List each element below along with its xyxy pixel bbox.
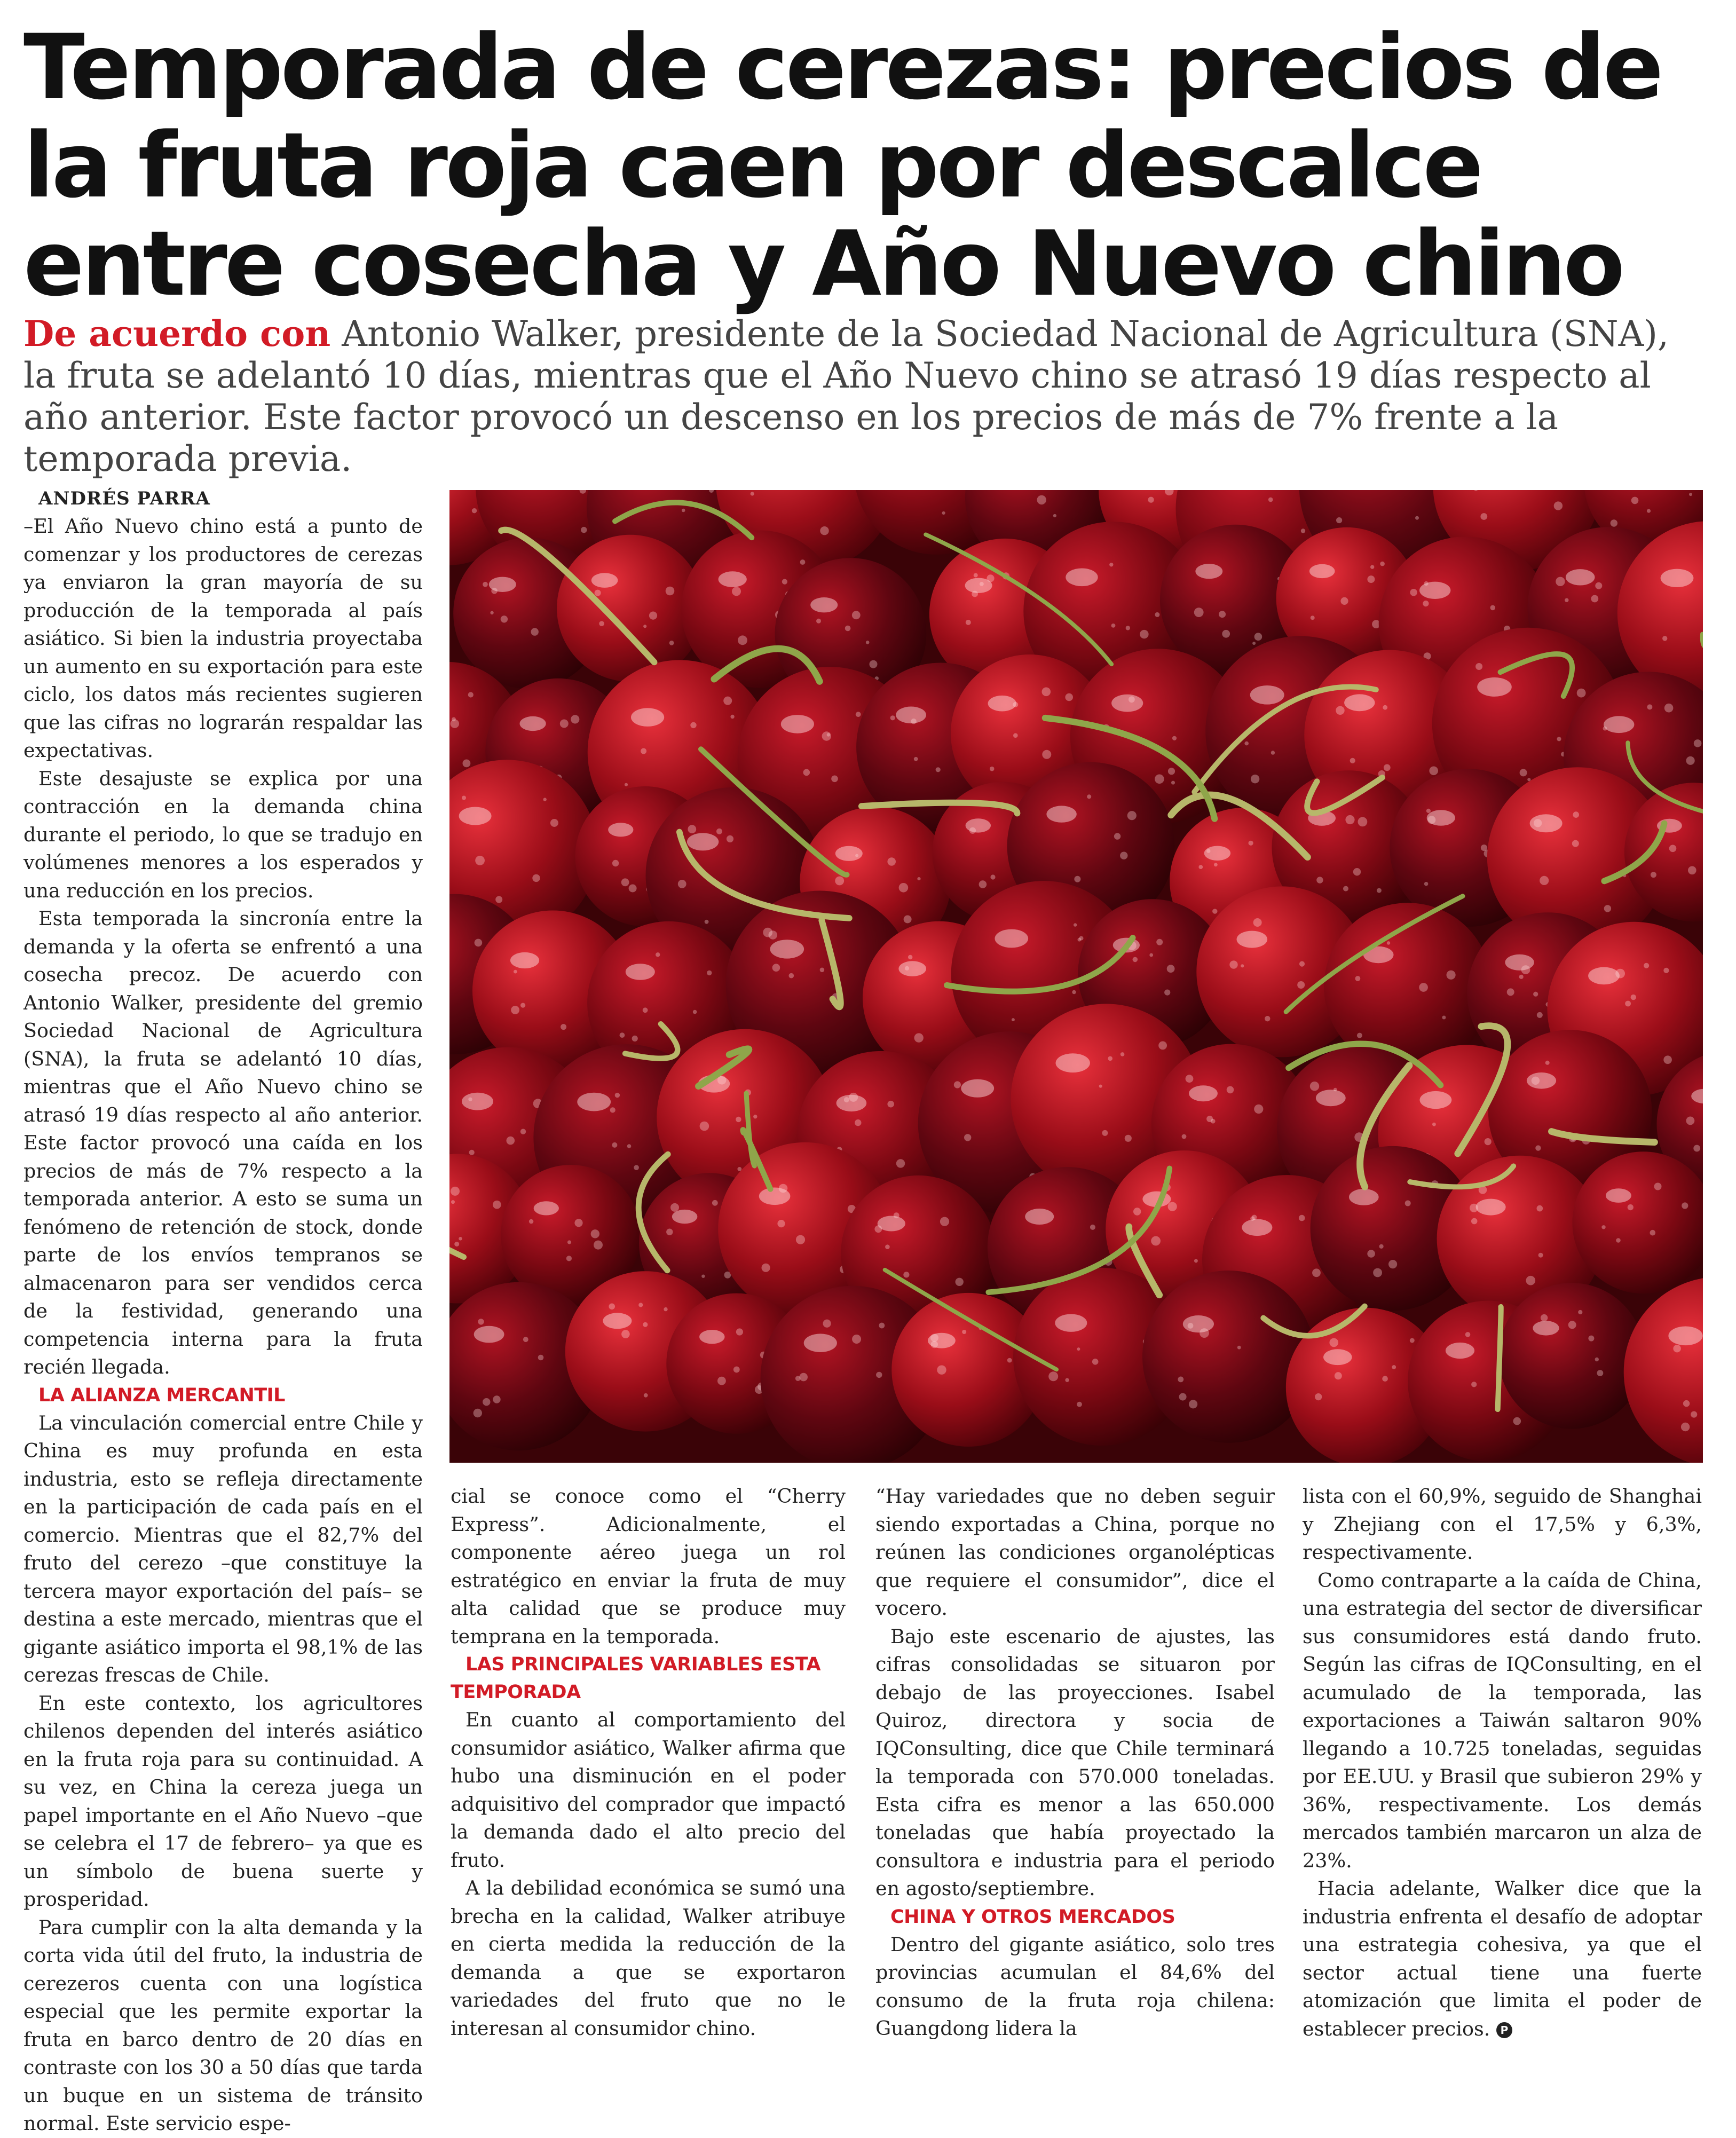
paragraph: cial se conoce como el “Cherry Express”. Adicionalmente, el componente aéreo juega un rol estratégico en enviar la fruta de muy alta calidad que se produce muy temprana en la temporada. [451, 1485, 846, 1648]
paragraph: “Hay variedades que no deben seguir siendo exportadas a China, porque no reúnen las condiciones organolépticas que requiere el consumidor”, dice el vocero. [875, 1485, 1275, 1620]
headline: Temporada de cerezas: precios de la fruta roja caen por descalce entre cosecha y Año Nuevo chino [23, 15, 1661, 316]
paragraph: La vinculación comercial entre Chile y China es muy profunda en esta industria, esto se refleja directamente en la participación de cada país en el comercio. Mientras que el 82,7% del fruto del cerezo –que constituye la tercera mayor exportación del país– se destina a este mercado, mientras que el gigante asiático importa el 98,1% de las cerezas frescas de Chile. [23, 1411, 423, 1686]
byline: ANDRÉS PARRA [38, 488, 210, 509]
column-2 [451, 1482, 846, 2042]
paragraph: Dentro del gigante asiático, solo tres provincias acumulan el 84,6% del consumo de la fruta roja chilena: Guangdong lidera la [875, 1932, 1275, 2040]
paragraph: Para cumplir con la alta demanda y la corta vida útil del fruto, la industria de cerezeros cuenta con una logística especial que les permite exportar la fruta en barco dentro de 20 días en contraste con los 30 a 50 días que tarda un buque en un sistema de tránsito normal. Este servicio espe- [23, 1915, 423, 2135]
column-4 [1303, 1482, 1702, 2043]
column-3 [875, 1482, 1275, 2043]
paragraph [1303, 1875, 1702, 2043]
paragraph-text: Hacia adelante, Walker dice que la industria enfrenta el desafío de adoptar una estrategia cohesiva, ya que el sector actual tiene una fuerte atomización que limita el poder de establecer precios. [1303, 1877, 1702, 2040]
subhead-alianza: LA ALIANZA MERCANTIL [38, 1384, 285, 1406]
paragraph: Este desajuste se explica por una contracción en la demanda china durante el periodo, lo que se tradujo en volúmenes menores a los esperados y una reducción en los precios. [23, 767, 423, 902]
lede [23, 313, 1705, 480]
end-mark-icon: P [1496, 2022, 1512, 2038]
paragraph: Bajo este escenario de ajustes, las cifras consolidadas se situaron por debajo de las proyecciones. Isabel Quiroz, directora y socia de IQConsulting, dice que Chile terminará la temporada con 570.000 toneladas. Esta cifra es menor a las 650.000 toneladas que había proyectado la consultora e industria para el periodo en agosto/septiembre. [875, 1624, 1275, 1900]
subhead-china: CHINA Y OTROS MERCADOS [890, 1906, 1175, 1928]
paragraph: Como contraparte a la caída de China, una estrategia del sector de diversificar sus consumidores está dando fruto. Según las cifras de IQConsulting, en el acumulado de la temporada, las exportaciones a Taiwán saltaron 90% llegando a 10.725 toneladas, seguidas por EE.UU. y Brasil que subieron 29% y 36%, respectivamente. Los demás mercados también marcaron un alza de 23%. [1303, 1568, 1702, 1872]
column-1 [23, 485, 423, 2138]
paragraph: En cuanto al comportamiento del consumidor asiático, Walker afirma que hubo una disminución en el poder adquisitivo del comprador que impactó la demanda dado el alto precio del fruto. [451, 1708, 846, 1872]
paragraph: En este contexto, los agricultores chilenos dependen del interés asiático en la fruta roja para su continuidad. A su vez, en China la cereza juega un papel importante en el Año Nuevo –que se celebra el 17 de febrero– ya que es un símbolo de buena suerte y prosperidad. [23, 1691, 423, 1911]
paragraph: Esta temporada la sincronía entre la demanda y la oferta se enfrentó a una cosecha precoz. De acuerdo con Antonio Walker, presidente del gremio Sociedad Nacional de Agricultura (SNA), la fruta se adelantó 10 días, mientras que el Año Nuevo chino se atrasó 19 días respecto al año anterior. Este factor provocó una caída en los precios de más de 7% respecto a la temporada anterior. A esto se suma un fenómeno de retención de stock, donde parte de los envíos tempranos se almacenaron para ser vendidos cerca de la festividad, generando una competencia interna para la fruta recién llegada. [23, 907, 423, 1378]
lede-text: Antonio Walker, presidente de la Sociedad Nacional de Agricultura (SNA), la fruta se adelantó 10 días, mientras que el Año Nuevo chino se atrasó 19 días respecto al año anterior. Este factor provocó un descenso en los precios de más de 7% frente a la temporada previa. [23, 313, 1669, 479]
paragraph: lista con el 60,9%, seguido de Shanghai y Zhejiang con el 17,5% y 6,3%, respectivamente. [1303, 1485, 1702, 1564]
cherries-photo [449, 490, 1703, 1463]
paragraph: –El Año Nuevo chino está a punto de comenzar y los productores de cerezas ya enviaron la gran mayoría de su producción de la temporada al país asiático. Si bien la industria proyectaba un aumento en su exportación para este ciclo, los datos más recientes sugieren que las cifras no lograrán respaldar las expectativas. [23, 515, 423, 762]
subhead-variables: LAS PRINCIPALES VARIABLES ESTA TEMPORADA [451, 1654, 821, 1703]
paragraph: A la debilidad económica se sumó una brecha en la calidad, Walker atribuye en cierta medida la reducción de la demanda a que se exportaron variedades del fruto que no le interesan al consumidor chino. [451, 1876, 846, 2040]
lede-lead-in: De acuerdo con [23, 313, 331, 354]
